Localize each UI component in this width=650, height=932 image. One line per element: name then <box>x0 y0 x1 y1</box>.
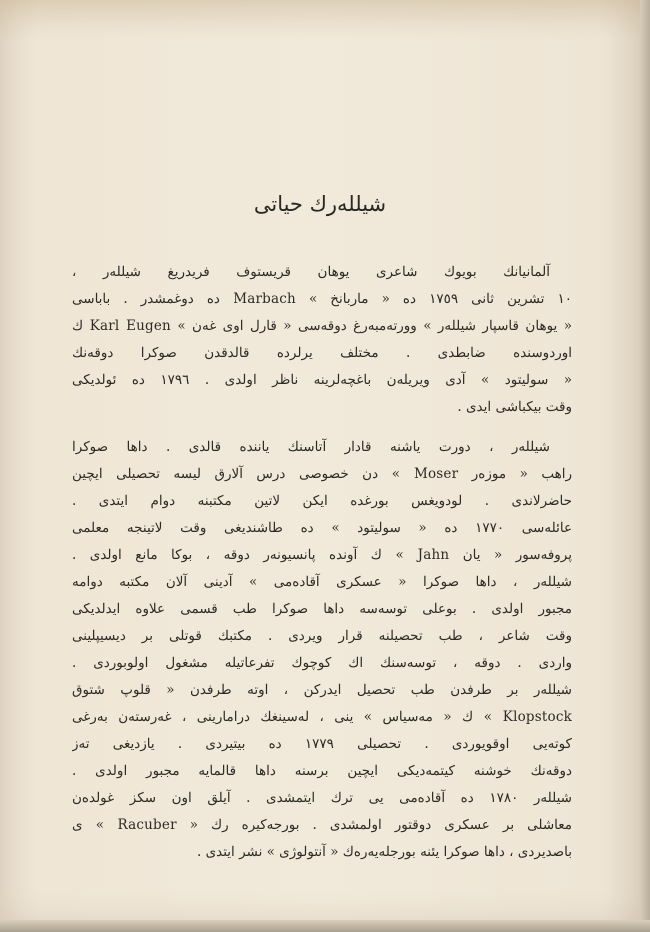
text-line: وقت بیكباشی ایدی . <box>457 399 572 415</box>
text-line: مجبور اولدی . بوعلی توسەسە داها صوكرا طب قسمی علاوە ایدلدیكی <box>72 601 572 617</box>
text-line: « سولیتود » آدی ویریلەن باغچەلرینە ناظر اولدی . ١٧٩٦ دە ئولدیكی <box>72 372 572 388</box>
page-title: شیللەرك حیاتی <box>253 192 387 216</box>
text-line: اوردوسندە ضابطدی . مختلف یرلردە قالدقدن صوكرا دوقەنك <box>72 345 572 361</box>
text-line: باصدیردی ، داها صوكرا یئنە بورجلەیەرەك « آنتولوژی » نشر ایتدی . <box>196 844 572 860</box>
text-line: Klopstock » ك « مەسیاس » ینی ، لەسینغك درامارینی ، غەرستەن بەرغی <box>72 709 572 725</box>
text-line: شیللەر ، داها صوكرا « عسكری آقادەمی » آدینی آلان مكتبە دوامە <box>72 574 572 590</box>
text-line: آلمانیانك بویوك شاعری یوهان قریستوف فریدریغ شیللەر ، <box>72 264 550 280</box>
page-bottom-edge <box>0 920 650 932</box>
text-line: پروفەسور « یان Jahn » ك آوندە پانسیونەر دوقە ، بوكا مانع اولدی . <box>72 547 572 563</box>
text-line: معاشلی بر عسكری دوقتور اولمشدی . بورجەكیرە رك « Racuber » ی <box>72 817 572 833</box>
text-line: ١٠ تشرین ثانی ١٧٥٩ دە « ماربانخ » Marbach دە دوغمشدر . باباسی <box>72 291 572 307</box>
text-line: دوقەنك خوشنە كیتمەدیكی ایچین برسنە داها قالمایە مجبور اولدی . <box>72 763 572 779</box>
text-line: شیللەر ١٧٨٠ دە آقادەمی یی ترك ایتمشدی . آیلق اون سكز غولدەن <box>72 790 572 806</box>
text-line: كوتەیی اوقویوردی . تحصیلی ١٧٧٩ دە بیتیردی . یازدیغی تەز <box>72 736 572 752</box>
text-line: حاضرلاندی . لودویغس بورغدە ایكن لاتین مكتبنە دوام ایتدی . <box>72 493 572 509</box>
text-line: راهب « موزەر Moser » دن خصوصی درس آلارق لیسە تحصیلی ایچین <box>72 466 572 482</box>
text-line: شیللەر ، دورت یاشنە قادار آتاسنك یاننده قالدی . داها صوكرا <box>72 439 550 455</box>
text-line: « یوهان قاسپار شیللەر » وورتەمبەرغ دوقەسی « قارل اوی غەن » Karl Eugen ك <box>72 318 572 334</box>
paragraph-2 <box>72 434 572 866</box>
text-line: شیللەر بر طرفدن طب تحصیل ایدركن ، اوتە طرفدن « قلوپ شتوق <box>72 682 572 698</box>
text-line: وقت شاعر ، طب تحصیلنە قرار ویردی . مكتبك قوتلی بر دیسیپلینی <box>72 628 572 644</box>
text-line: عائلەسی ١٧٧٠ دە « سولیتود » دە طاشندیغی وقت لاتینجە معلمی <box>72 520 572 536</box>
text-line: واردی . دوقە ، توسەسنك اك كوچوك تفرعاتیلە مشغول اولوبوردی . <box>72 655 572 671</box>
paper-stain <box>0 0 640 40</box>
paragraph-1 <box>72 259 572 421</box>
page-edge <box>640 0 650 932</box>
